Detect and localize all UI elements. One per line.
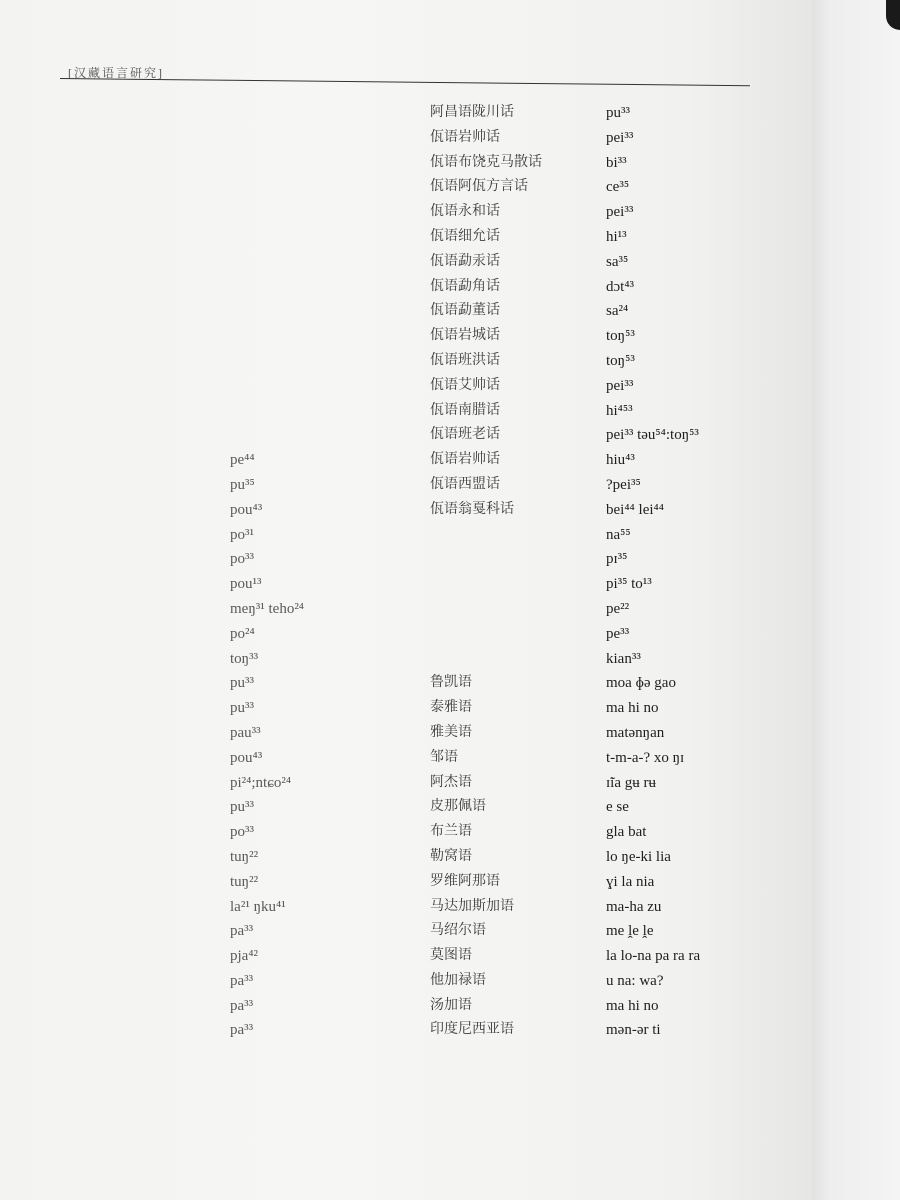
table-row <box>0 847 800 872</box>
language-name-right: 汤加语 <box>430 997 472 1013</box>
language-name-right: 佤语阿佤方言话 <box>430 179 528 195</box>
form-right: me ḽe ḽe <box>606 923 654 940</box>
form-left: po³³ <box>230 551 254 568</box>
language-name-right: 阿昌语陇川话 <box>430 105 514 120</box>
form-right: toŋ⁵³ <box>606 328 635 345</box>
language-name-right: 佤语艾帅话 <box>430 377 500 393</box>
table-row <box>0 773 800 798</box>
form-right: bi³³ <box>606 154 627 171</box>
table-row <box>0 624 800 649</box>
form-right: matənŋan <box>606 724 665 741</box>
form-left: pou¹³ <box>230 576 262 593</box>
language-name-right: 佤语南腊话 <box>430 402 500 418</box>
form-left: meŋ³¹ teho²⁴ <box>230 600 305 617</box>
table-row <box>0 103 800 128</box>
language-name-right: 印度尼西亚语 <box>430 1022 514 1038</box>
form-right: dɔt⁴³ <box>606 278 635 295</box>
form-right: ɣi la nia <box>606 873 655 890</box>
form-right: mən-ər ti <box>606 1022 661 1039</box>
form-left: tuŋ²² <box>230 848 259 865</box>
table-row <box>0 202 800 227</box>
language-name-right: 佤语岩帅话 <box>430 452 500 468</box>
language-name-right: 罗维阿那语 <box>430 873 500 889</box>
table-row <box>0 401 800 426</box>
form-left: po²⁴ <box>230 625 255 642</box>
form-left: pau³³ <box>230 724 261 741</box>
table-row <box>0 673 800 698</box>
form-right: moa ɸə gao <box>606 675 676 692</box>
table-row <box>0 252 800 277</box>
table-row <box>0 822 800 847</box>
running-head: [汉藏语言研究] <box>68 66 164 80</box>
form-right: bei⁴⁴ lei⁴⁴ <box>606 501 664 518</box>
word-comparison-table <box>0 103 800 1045</box>
form-right: kian³³ <box>606 650 641 667</box>
language-name-right: 佤语班洪话 <box>430 352 500 368</box>
form-left: pu³³ <box>230 700 254 717</box>
form-right: toŋ⁵³ <box>606 352 635 369</box>
form-left: pu³³ <box>230 675 254 692</box>
language-name-right: 佤语细允话 <box>430 228 500 244</box>
form-right: pe²² <box>606 600 630 617</box>
form-right: pei³³ təu⁵⁴:toŋ⁵³ <box>606 427 699 444</box>
form-right: hi¹³ <box>606 228 627 245</box>
form-right: sa²⁴ <box>606 303 629 320</box>
table-row <box>0 525 800 550</box>
language-name-right: 佤语班老话 <box>430 427 500 443</box>
language-name-right: 阿杰语 <box>430 774 472 790</box>
form-left: pja⁴² <box>230 948 259 965</box>
form-left: po³³ <box>230 824 254 841</box>
form-left: pu³⁵ <box>230 476 255 493</box>
language-name-right: 佤语永和话 <box>430 204 500 220</box>
table-row <box>0 897 800 922</box>
language-name-right: 雅美语 <box>430 724 472 740</box>
table-row <box>0 921 800 946</box>
table-row <box>0 946 800 971</box>
form-left: pe⁴⁴ <box>230 452 255 469</box>
language-name-right: 马绍尔语 <box>430 923 486 939</box>
form-right: la lo-na pa ra ra <box>606 948 701 965</box>
language-name-right: 他加禄语 <box>430 972 486 988</box>
language-name-right: 佤语勐汞话 <box>430 253 500 269</box>
form-right: e se <box>606 799 629 816</box>
form-right: ma hi no <box>606 700 659 717</box>
language-name-right: 佤语翁戛科话 <box>430 501 514 517</box>
language-name-right: 鲁凯语 <box>430 675 472 691</box>
form-right: gla bat <box>606 824 647 841</box>
header-rule <box>60 78 750 86</box>
table-row <box>0 425 800 450</box>
table-row <box>0 971 800 996</box>
language-name-right: 布兰语 <box>430 824 472 840</box>
table-row <box>0 698 800 723</box>
form-right: hi⁴⁵³ <box>606 402 633 419</box>
form-right: pei³³ <box>606 377 634 394</box>
table-row <box>0 1020 800 1045</box>
table-row <box>0 872 800 897</box>
form-right: pei³³ <box>606 129 634 146</box>
form-right: ce³⁵ <box>606 179 630 196</box>
form-right: ?pei³⁵ <box>606 476 641 493</box>
form-right: ɪ̃ia gʉ rʉ <box>606 774 656 791</box>
table-row <box>0 748 800 773</box>
form-left: pou⁴³ <box>230 501 263 518</box>
adjacent-page-shadow <box>800 0 900 1200</box>
table-row <box>0 128 800 153</box>
form-left: toŋ³³ <box>230 650 259 667</box>
table-row <box>0 177 800 202</box>
form-right: ma-ha zu <box>606 898 662 915</box>
form-left: pa³³ <box>230 997 254 1014</box>
language-name-right: 佤语岩城话 <box>430 328 500 344</box>
form-left: pu³³ <box>230 799 254 816</box>
language-name-right: 泰雅语 <box>430 700 472 716</box>
form-left: pa³³ <box>230 972 254 989</box>
table-row <box>0 599 800 624</box>
form-right: pe³³ <box>606 625 630 642</box>
table-row <box>0 450 800 475</box>
form-right: na⁵⁵ <box>606 526 631 543</box>
form-left: tuŋ²² <box>230 873 259 890</box>
table-row <box>0 277 800 302</box>
language-name-right: 勒窝语 <box>430 848 472 864</box>
form-right: pu³³ <box>606 105 630 121</box>
form-left: pi²⁴;ntɕo²⁴ <box>230 774 292 791</box>
form-right: ma hi no <box>606 997 659 1014</box>
form-left: pa³³ <box>230 1022 254 1039</box>
form-right: sa³⁵ <box>606 253 629 270</box>
form-left: la²¹ ŋku⁴¹ <box>230 898 286 915</box>
form-right: lo ŋe-ki lia <box>606 848 671 865</box>
form-right: pɪ³⁵ <box>606 551 628 568</box>
table-row <box>0 227 800 252</box>
table-row <box>0 996 800 1021</box>
language-name-right: 皮那佩语 <box>430 799 486 815</box>
form-right: pi³⁵ to¹³ <box>606 576 652 593</box>
form-right: u na: wa? <box>606 972 664 989</box>
language-name-right: 佤语勐董话 <box>430 303 500 319</box>
language-name-right: 佤语布饶克马散话 <box>430 154 542 170</box>
table-row <box>0 797 800 822</box>
form-right: t-m-a-? xo ŋɪ <box>606 749 685 766</box>
language-name-right: 马达加斯加语 <box>430 898 514 914</box>
language-name-right: 莫图语 <box>430 948 472 964</box>
table-row <box>0 351 800 376</box>
form-left: po³¹ <box>230 526 254 543</box>
table-row <box>0 649 800 674</box>
language-name-right: 佤语岩帅话 <box>430 129 500 145</box>
table-row <box>0 723 800 748</box>
table-row <box>0 326 800 351</box>
table-row <box>0 301 800 326</box>
form-right: hiu⁴³ <box>606 452 635 469</box>
form-left: pa³³ <box>230 923 254 940</box>
form-right: pei³³ <box>606 204 634 221</box>
table-row <box>0 549 800 574</box>
table-row <box>0 376 800 401</box>
table-row <box>0 500 800 525</box>
form-left: pou⁴³ <box>230 749 263 766</box>
language-name-right: 佤语西盟话 <box>430 476 500 492</box>
language-name-right: 佤语勐角话 <box>430 278 500 294</box>
table-row <box>0 475 800 500</box>
language-name-right: 邹语 <box>430 749 458 765</box>
table-row <box>0 574 800 599</box>
table-row <box>0 153 800 178</box>
